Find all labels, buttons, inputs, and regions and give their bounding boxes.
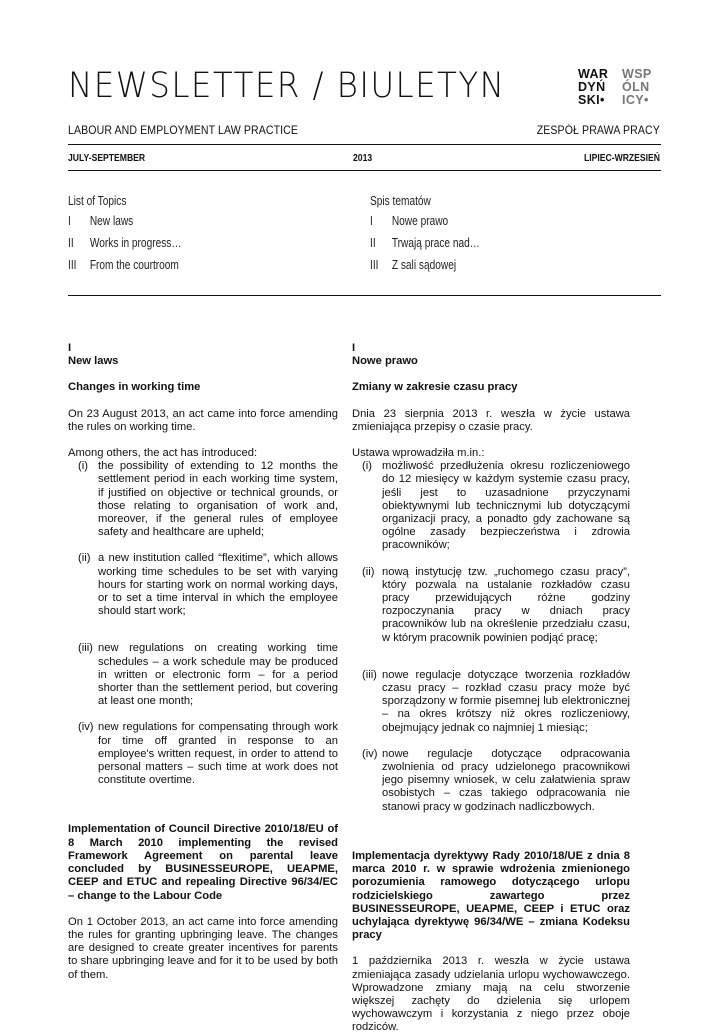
toc-item[interactable]: III Z sali sądowej — [370, 257, 457, 272]
list-item: (iii) new regulations on creating working time schedules – a work schedule may be produced in written or electronic form – for a period shorter than the settlement period, but covering at least one month; — [78, 642, 338, 708]
period-pl: LIPIEC-WRZESIEŃ — [584, 153, 660, 164]
practice-name-en: LABOUR AND EMPLOYMENT LAW PRACTICE — [68, 125, 299, 137]
logo-right-column — [622, 68, 652, 107]
list-item: (iii) nowe regulacje dotyczące tworzenia rozkładów czasu pracy – rozkład czasu pracy może być sporządzony w formie pisemnej lub elektronicznej – na okres krótszy niż okres rozliczeniowy, obejmujący jednak co najmniej 1 miesiąc; — [362, 668, 630, 734]
toc-item[interactable]: I New laws — [68, 213, 134, 228]
paragraph: 1 października 2013 r. weszła w życie ustawa zmieniająca zasady udzielania urlopu wychowawczego. Wprowadzone zmiany mają na celu stworzenie większej zachęty do dzielenia się urlopem wychowawczym i korzystania z niego przez oboje rodziców. — [352, 955, 630, 1034]
logo-text: SKI• — [578, 93, 605, 107]
list-item: (ii) a new institution called “flexitime”, which allows working time schedules to be set with varying hours for starting work on normal working days, or to set a time interval in which the employee should start work; — [78, 552, 338, 618]
header-divider — [68, 144, 661, 145]
paragraph: On 1 October 2013, an act came into force amending the rules for granting upbringing leave. The changes are designed to create greater incentives for parents to share upbringing leave and for it to be used by both of them. — [68, 915, 338, 981]
paragraph: Dnia 23 sierpnia 2013 r. weszła w życie ustawa zmieniająca przepisy o czasie pracy. — [352, 407, 630, 433]
toc-item[interactable]: II Works in progress… — [68, 235, 182, 250]
paragraph: Ustawa wprowadziła m.in.: — [352, 447, 485, 460]
toc-en — [68, 193, 182, 279]
logo-text: WAR — [578, 67, 609, 81]
section-number: I — [352, 342, 356, 354]
toc-title: Spis tematów — [370, 193, 431, 208]
list-item: (iv) nowe regulacje dotyczące odpracowania zwolnienia od pracy udzielonego pracownikowi jego pisemny wniosek, w celu załatwienia spraw osobistych – czas takiego odpracowania nie stanowi pracy w godzinach nadliczbowych. — [362, 747, 630, 813]
practice-name-pl: ZESPÓŁ PRAWA PRACY — [536, 125, 660, 137]
period-en: JULY-SEPTEMBER — [68, 153, 146, 164]
date-divider — [68, 170, 661, 171]
paragraph: Among others, the act has introduced: — [68, 447, 258, 460]
list-item: (iv) new regulations for compensating through work for time off granted in response to an employee's written request, in order to attend to personal matters – such time at work does not constitute overtime. — [78, 721, 338, 787]
section-title: Nowe prawo — [352, 355, 418, 368]
toc-divider — [68, 295, 661, 296]
section-title: New laws — [68, 355, 119, 368]
section-number: I — [68, 342, 72, 354]
logo-text: DYŃ — [578, 80, 606, 94]
logo-left-column — [578, 68, 608, 107]
article-heading: Implementacja dyrektywy Rady 2010/18/UE z dnia 8 marca 2010 r. w sprawie wdrożenia zmienionego porozumienia ramowego dotyczącego urlopu rodzicielskiego zawartego przez BUSINESSEUROPE, UEAPME, CEEP i ETUC oraz uchylająca dyrektywę 96/34/WE – zmiana Kodeksu pracy — [352, 849, 630, 942]
newsletter-title: NEWSLETTER / BIULETYN — [68, 66, 506, 106]
logo-text: ÓLN — [622, 80, 650, 94]
article-heading: Implementation of Council Directive 2010/18/EU of 8 March 2010 implementing the revised Framework Agreement on parental leave concluded by BUSINESSEUROPE, UEAPME, CEEP and ETUC and repealing Directive 96/34/EC – change to the Labour Code — [68, 823, 338, 902]
column-polish — [352, 342, 630, 1035]
issue-year: 2013 — [353, 153, 373, 164]
toc-item[interactable]: I Nowe prawo — [370, 213, 449, 228]
toc-item[interactable]: III From the courtroom — [68, 257, 179, 272]
firm-logo — [578, 68, 660, 108]
column-english — [68, 342, 338, 982]
list-item: (i) the possibility of extending to 12 months the settlement period in each working time system, if justified on objective or technical grounds, or those relating to organisation of work and, moreover, if the general rules of employee safety and healthcare are upheld; — [78, 460, 338, 539]
toc-pl — [370, 193, 480, 279]
article-heading: Zmiany w zakresie czasu pracy — [352, 381, 518, 394]
list-item: (ii) nową instytucję tzw. „ruchomego czasu pracy”, który pozwala na ustalanie rozkładów czasu pracy przewidujących różne godziny rozpoczynania pracy w dniach pracy pracowników lub na określenie przedziału czasu, w którym pracownik powinien podjąć pracę; — [362, 565, 630, 644]
logo-text: WSP — [622, 67, 652, 81]
article-heading: Changes in working time — [68, 381, 201, 394]
toc-item[interactable]: II Trwają prace nad… — [370, 235, 480, 250]
list-item: (i) możliwość przedłużenia okresu rozliczeniowego do 12 miesięcy w każdym systemie czasu pracy, jeśli jest to uzasadnione przyczynami obiektywnymi lub technicznymi lub dotyczącymi organizacji pracy, a ponadto gdy zachowane są ogólne zasady bezpieczeństwa i zdrowia pracowników; — [362, 460, 630, 552]
paragraph: On 23 August 2013, an act came into force amending the rules on working time. — [68, 407, 338, 433]
logo-text: ICY• — [622, 93, 649, 107]
toc-title: List of Topics — [68, 193, 127, 208]
